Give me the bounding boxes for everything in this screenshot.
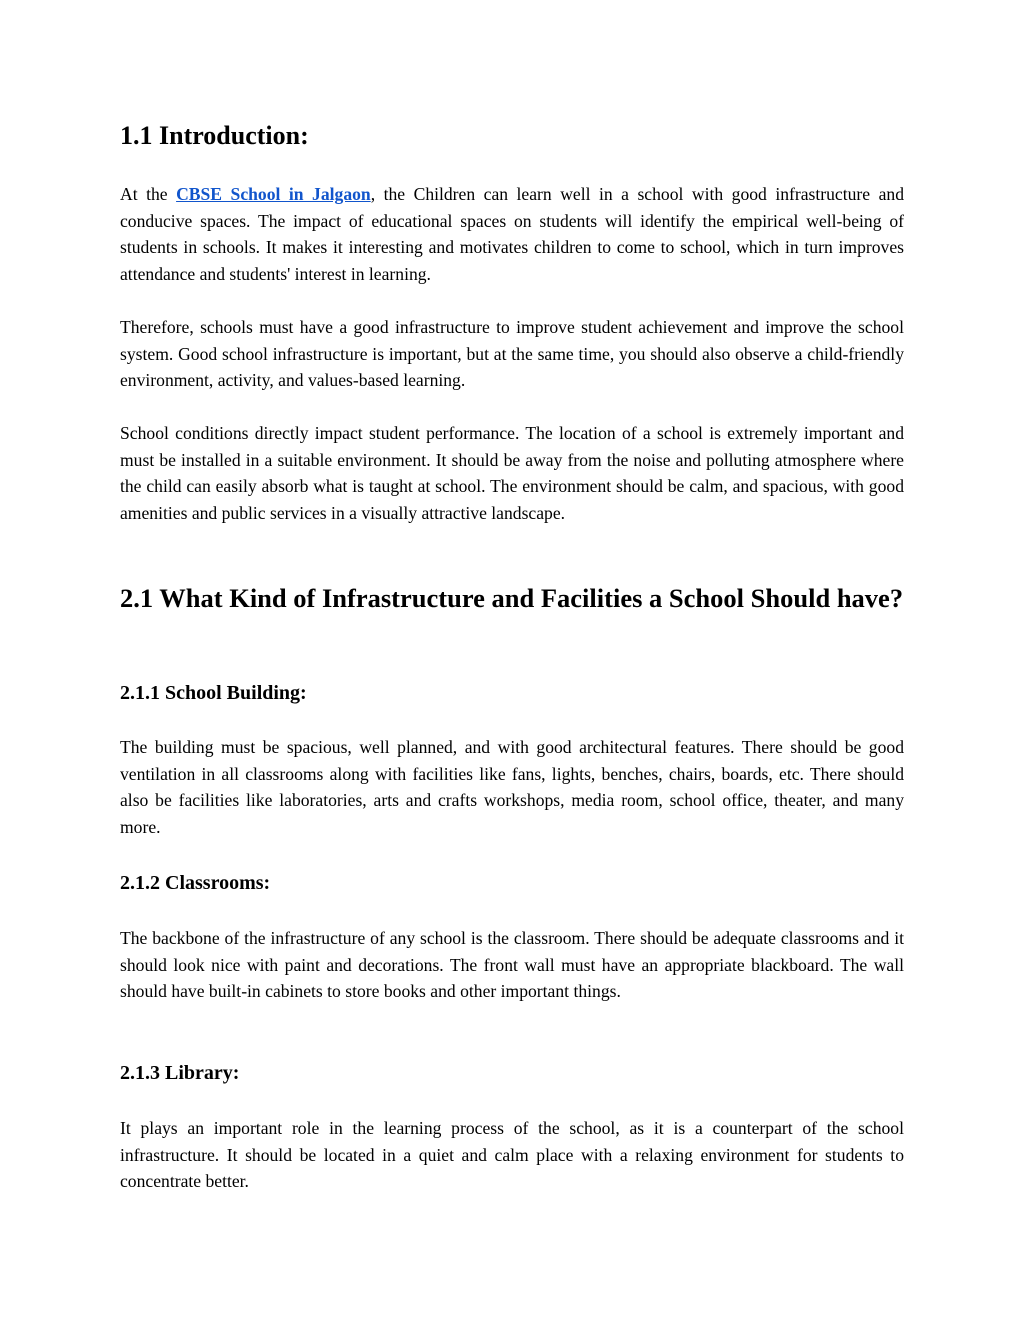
intro-paragraph-1 [120,181,904,287]
classrooms-paragraph: The backbone of the infrastructure of any school is the classroom. There should be adequate classrooms and it should look nice with paint and decorations. The front wall must have an appropriate blackboard. The wall should have built-in cabinets to store books and other important things. [120,928,904,1002]
library-paragraph: It plays an important role in the learning process of the school, as it is a counterpart of the school infrastructure. It should be located in a quiet and calm place with a relaxing environment for students to concentrate better. [120,1118,904,1192]
school-building-heading: 2.1.1 School Building: [120,682,307,704]
school-building-paragraph: The building must be spacious, well planned, and with good architectural features. There should be good ventilation in all classrooms along with facilities like fans, lights, benches, chairs, boards, etc. There should also be facilities like laboratories, arts and crafts workshops, media room, school office, theater, and many more. [120,737,904,837]
intro-paragraph-2: Therefore, schools must have a good infrastructure to improve student achievement and improve the school system. Good school infrastructure is important, but at the same time, you should also observe a child-friendly environment, activity, and values-based learning. [120,317,904,391]
library-heading: 2.1.3 Library: [120,1062,240,1084]
intro-heading: 1.1 Introduction: [120,121,309,150]
intro-paragraph-1-lead: At the [120,184,177,204]
intro-paragraph-1-body: , the Children can learn well in a school with good infrastructure and conducive spaces. The impact of educational spaces on students will identify the empirical well-being of students in schools. It makes it interesting and motivates children to come to school, which in turn improves attendance and students' interest in learning. [120,184,904,284]
intro-paragraph-3: School conditions directly impact student performance. The location of a school is extremely important and must be installed in a suitable environment. It should be away from the noise and polluting atmosphere where the child can easily absorb what is taught at school. The environment should be calm, and spacious, with good amenities and public services in a visually attractive landscape. [120,423,904,523]
infrastructure-heading: 2.1 What Kind of Infrastructure and Facilities a School Should have? [120,583,904,613]
cbse-school-jalgaon-link[interactable]: CBSE School in Jalgaon [176,184,371,204]
classrooms-heading: 2.1.2 Classrooms: [120,872,271,894]
